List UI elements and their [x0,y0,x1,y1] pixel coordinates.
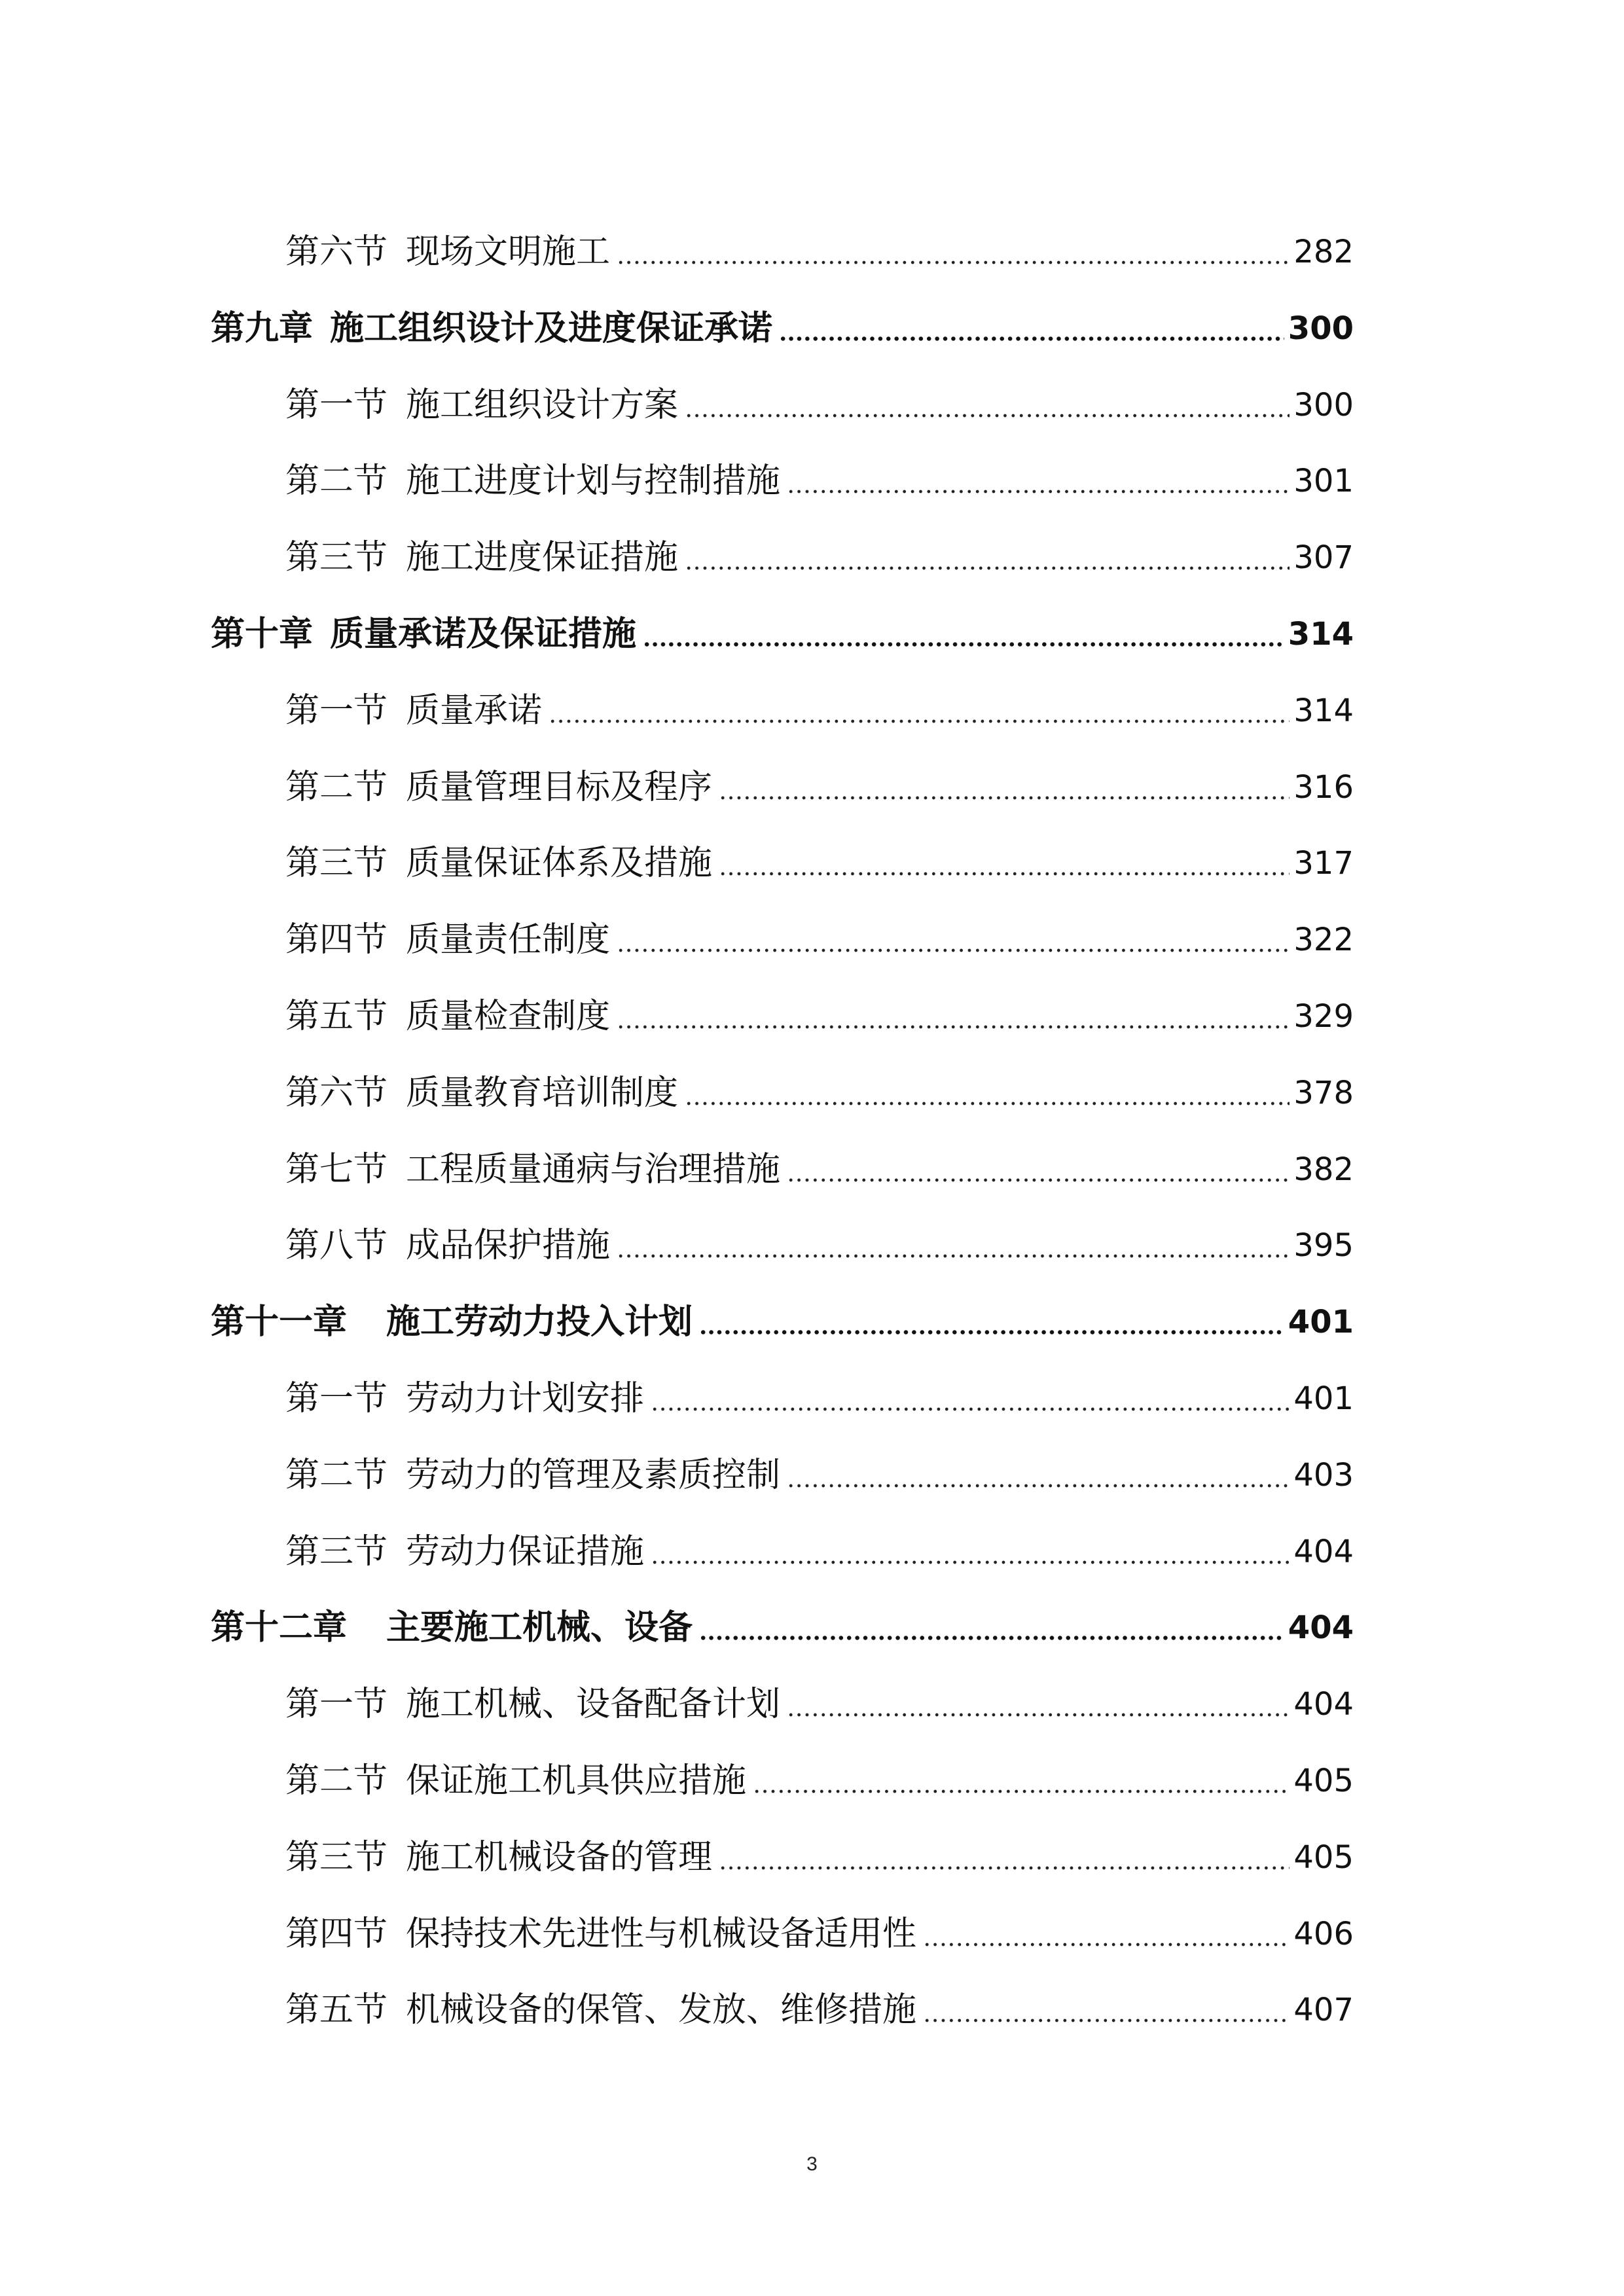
toc-section-entry[interactable] [285,834,1354,893]
toc-entry-page-number: 401 [1288,1304,1354,1341]
toc-entry-page-number: 307 [1293,539,1354,577]
toc-entry-number: 第一节 [285,691,388,730]
toc-entry-title: 质量承诺及保证措施 [330,614,637,654]
toc-entry-title: 施工机械设备的管理 [406,1837,713,1877]
toc-entry-number: 第六节 [285,1073,388,1113]
toc-entry-title: 质量保证体系及措施 [406,844,713,884]
toc-dot-leader [779,299,1284,358]
toc-dot-leader [617,910,1290,969]
toc-dot-leader [643,605,1284,664]
toc-entry-number: 第五节 [285,1990,388,2030]
toc-dot-leader [651,1522,1290,1581]
toc-entry-page-number: 316 [1293,768,1354,806]
toc-entry-page-number: 378 [1293,1074,1354,1111]
toc-entry-number: 第十一章 [211,1302,348,1342]
toc-section-entry[interactable] [285,376,1354,435]
toc-section-entry[interactable] [285,1828,1354,1887]
toc-entry-title: 劳动力的管理及素质控制 [406,1455,781,1495]
toc-entry-title: 成品保护措施 [406,1226,611,1266]
toc-entry-number: 第二节 [285,1455,388,1495]
toc-section-entry[interactable] [285,1064,1354,1122]
toc-entry-title: 工程质量通病与治理措施 [406,1149,781,1189]
toc-section-entry[interactable] [285,1751,1354,1810]
toc-dot-leader [787,1446,1290,1505]
toc-section-entry[interactable] [285,223,1354,281]
toc-dot-leader [685,1064,1290,1122]
toc-entry-title: 质量责任制度 [406,920,611,960]
toc-entry-number: 第二节 [285,767,388,807]
toc-entry-page-number: 314 [1288,616,1354,653]
toc-section-entry[interactable] [285,1905,1354,1964]
toc-entry-number: 第二节 [285,1761,388,1801]
toc-entry-page-number: 406 [1293,1915,1354,1952]
toc-entry-page-number: 322 [1293,922,1354,959]
toc-entry-title: 施工组织设计方案 [406,385,679,425]
toc-entry-title: 质量承诺 [406,691,543,730]
toc-dot-leader [719,1828,1290,1887]
toc-entry-number: 第三节 [285,538,388,578]
toc-dot-leader [651,1369,1290,1428]
toc-dot-leader [549,681,1290,740]
toc-dot-leader [685,528,1290,587]
toc-section-entry[interactable] [285,681,1354,740]
toc-entry-page-number: 300 [1293,386,1354,423]
toc-entry-page-number: 403 [1293,1456,1354,1494]
toc-dot-leader [787,452,1290,511]
toc-entry-title: 质量检查制度 [406,997,611,1036]
toc-entry-title: 劳动力保证措施 [406,1532,645,1571]
toc-entry-number: 第一节 [285,1379,388,1418]
toc-entry-number: 第三节 [285,1532,388,1571]
toc-entry-number: 第三节 [285,1837,388,1877]
toc-chapter-entry[interactable] [211,1598,1354,1657]
toc-entry-title: 施工劳动力投入计划 [386,1302,693,1342]
toc-dot-leader [699,1598,1284,1657]
toc-dot-leader [787,1140,1290,1199]
toc-entry-title: 劳动力计划安排 [406,1379,645,1418]
toc-section-entry[interactable] [285,910,1354,969]
toc-dot-leader [787,1675,1290,1734]
toc-entry-title: 质量教育培训制度 [406,1073,679,1113]
toc-entry-title: 保证施工机具供应措施 [406,1761,747,1801]
toc-entry-number: 第九章 [211,308,314,348]
toc-entry-number: 第十二章 [211,1607,348,1648]
toc-entry-page-number: 407 [1293,1992,1354,2029]
toc-dot-leader [719,758,1290,817]
toc-section-entry[interactable] [285,1446,1354,1505]
toc-entry-page-number: 404 [1293,1533,1354,1570]
toc-section-entry[interactable] [285,1981,1354,2039]
toc-entry-page-number: 301 [1293,463,1354,500]
toc-entry-title: 质量管理目标及程序 [406,767,713,807]
toc-entry-page-number: 405 [1293,1763,1354,1799]
toc-entry-page-number: 404 [1288,1609,1354,1647]
toc-chapter-entry[interactable] [211,605,1354,664]
toc-entry-title: 现场文明施工 [406,232,611,272]
toc-entry-page-number: 329 [1293,998,1354,1035]
toc-entry-number: 第五节 [285,997,388,1036]
toc-entry-title: 主要施工机械、设备 [386,1607,693,1648]
toc-section-entry[interactable] [285,1369,1354,1428]
toc-section-entry[interactable] [285,758,1354,817]
toc-section-entry[interactable] [285,452,1354,511]
toc-entry-title: 机械设备的保管、发放、维修措施 [406,1990,917,2030]
toc-entry-title: 施工组织设计及进度保证承诺 [330,308,773,348]
toc-entry-number: 第七节 [285,1149,388,1189]
toc-dot-leader [699,1293,1284,1352]
toc-entry-title: 施工机械、设备配备计划 [406,1685,781,1725]
toc-section-entry[interactable] [285,1675,1354,1734]
toc-chapter-entry[interactable] [211,299,1354,358]
toc-entry-number: 第十章 [211,614,314,654]
toc-section-entry[interactable] [285,1216,1354,1275]
toc-dot-leader [685,376,1290,435]
toc-entry-number: 第三节 [285,844,388,884]
toc-entry-page-number: 401 [1293,1380,1354,1417]
toc-entry-page-number: 382 [1293,1151,1354,1188]
toc-entry-page-number: 404 [1293,1686,1354,1723]
toc-dot-leader [617,1216,1290,1275]
toc-entry-page-number: 300 [1288,310,1354,347]
toc-entry-title: 保持技术先进性与机械设备适用性 [406,1914,917,1954]
page-number: 3 [806,2153,818,2175]
toc-entry-number: 第四节 [285,1914,388,1954]
toc-entry-page-number: 317 [1293,845,1354,882]
toc-dot-leader [617,987,1290,1046]
toc-section-entry[interactable] [285,987,1354,1046]
toc-entry-number: 第六节 [285,232,388,272]
toc-entry-title: 施工进度保证措施 [406,538,679,578]
toc-entry-number: 第八节 [285,1226,388,1266]
toc-dot-leader [923,1905,1290,1964]
toc-section-entry[interactable] [285,1140,1354,1199]
toc-entry-number: 第四节 [285,920,388,960]
toc-entry-page-number: 314 [1293,692,1354,729]
toc-entry-number: 第一节 [285,385,388,425]
toc-entry-page-number: 395 [1293,1227,1354,1265]
toc-dot-leader [923,1981,1290,2039]
toc-entry-number: 第一节 [285,1685,388,1725]
toc-dot-leader [753,1751,1290,1810]
toc-section-entry[interactable] [285,1522,1354,1581]
toc-entry-page-number: 282 [1293,234,1354,270]
toc-section-entry[interactable] [285,528,1354,587]
toc-dot-leader [719,834,1290,893]
toc-entry-title: 施工进度计划与控制措施 [406,461,781,501]
toc-chapter-entry[interactable] [211,1293,1354,1352]
toc-dot-leader [617,223,1290,281]
toc-entry-number: 第二节 [285,461,388,501]
toc-entry-page-number: 405 [1293,1839,1354,1876]
